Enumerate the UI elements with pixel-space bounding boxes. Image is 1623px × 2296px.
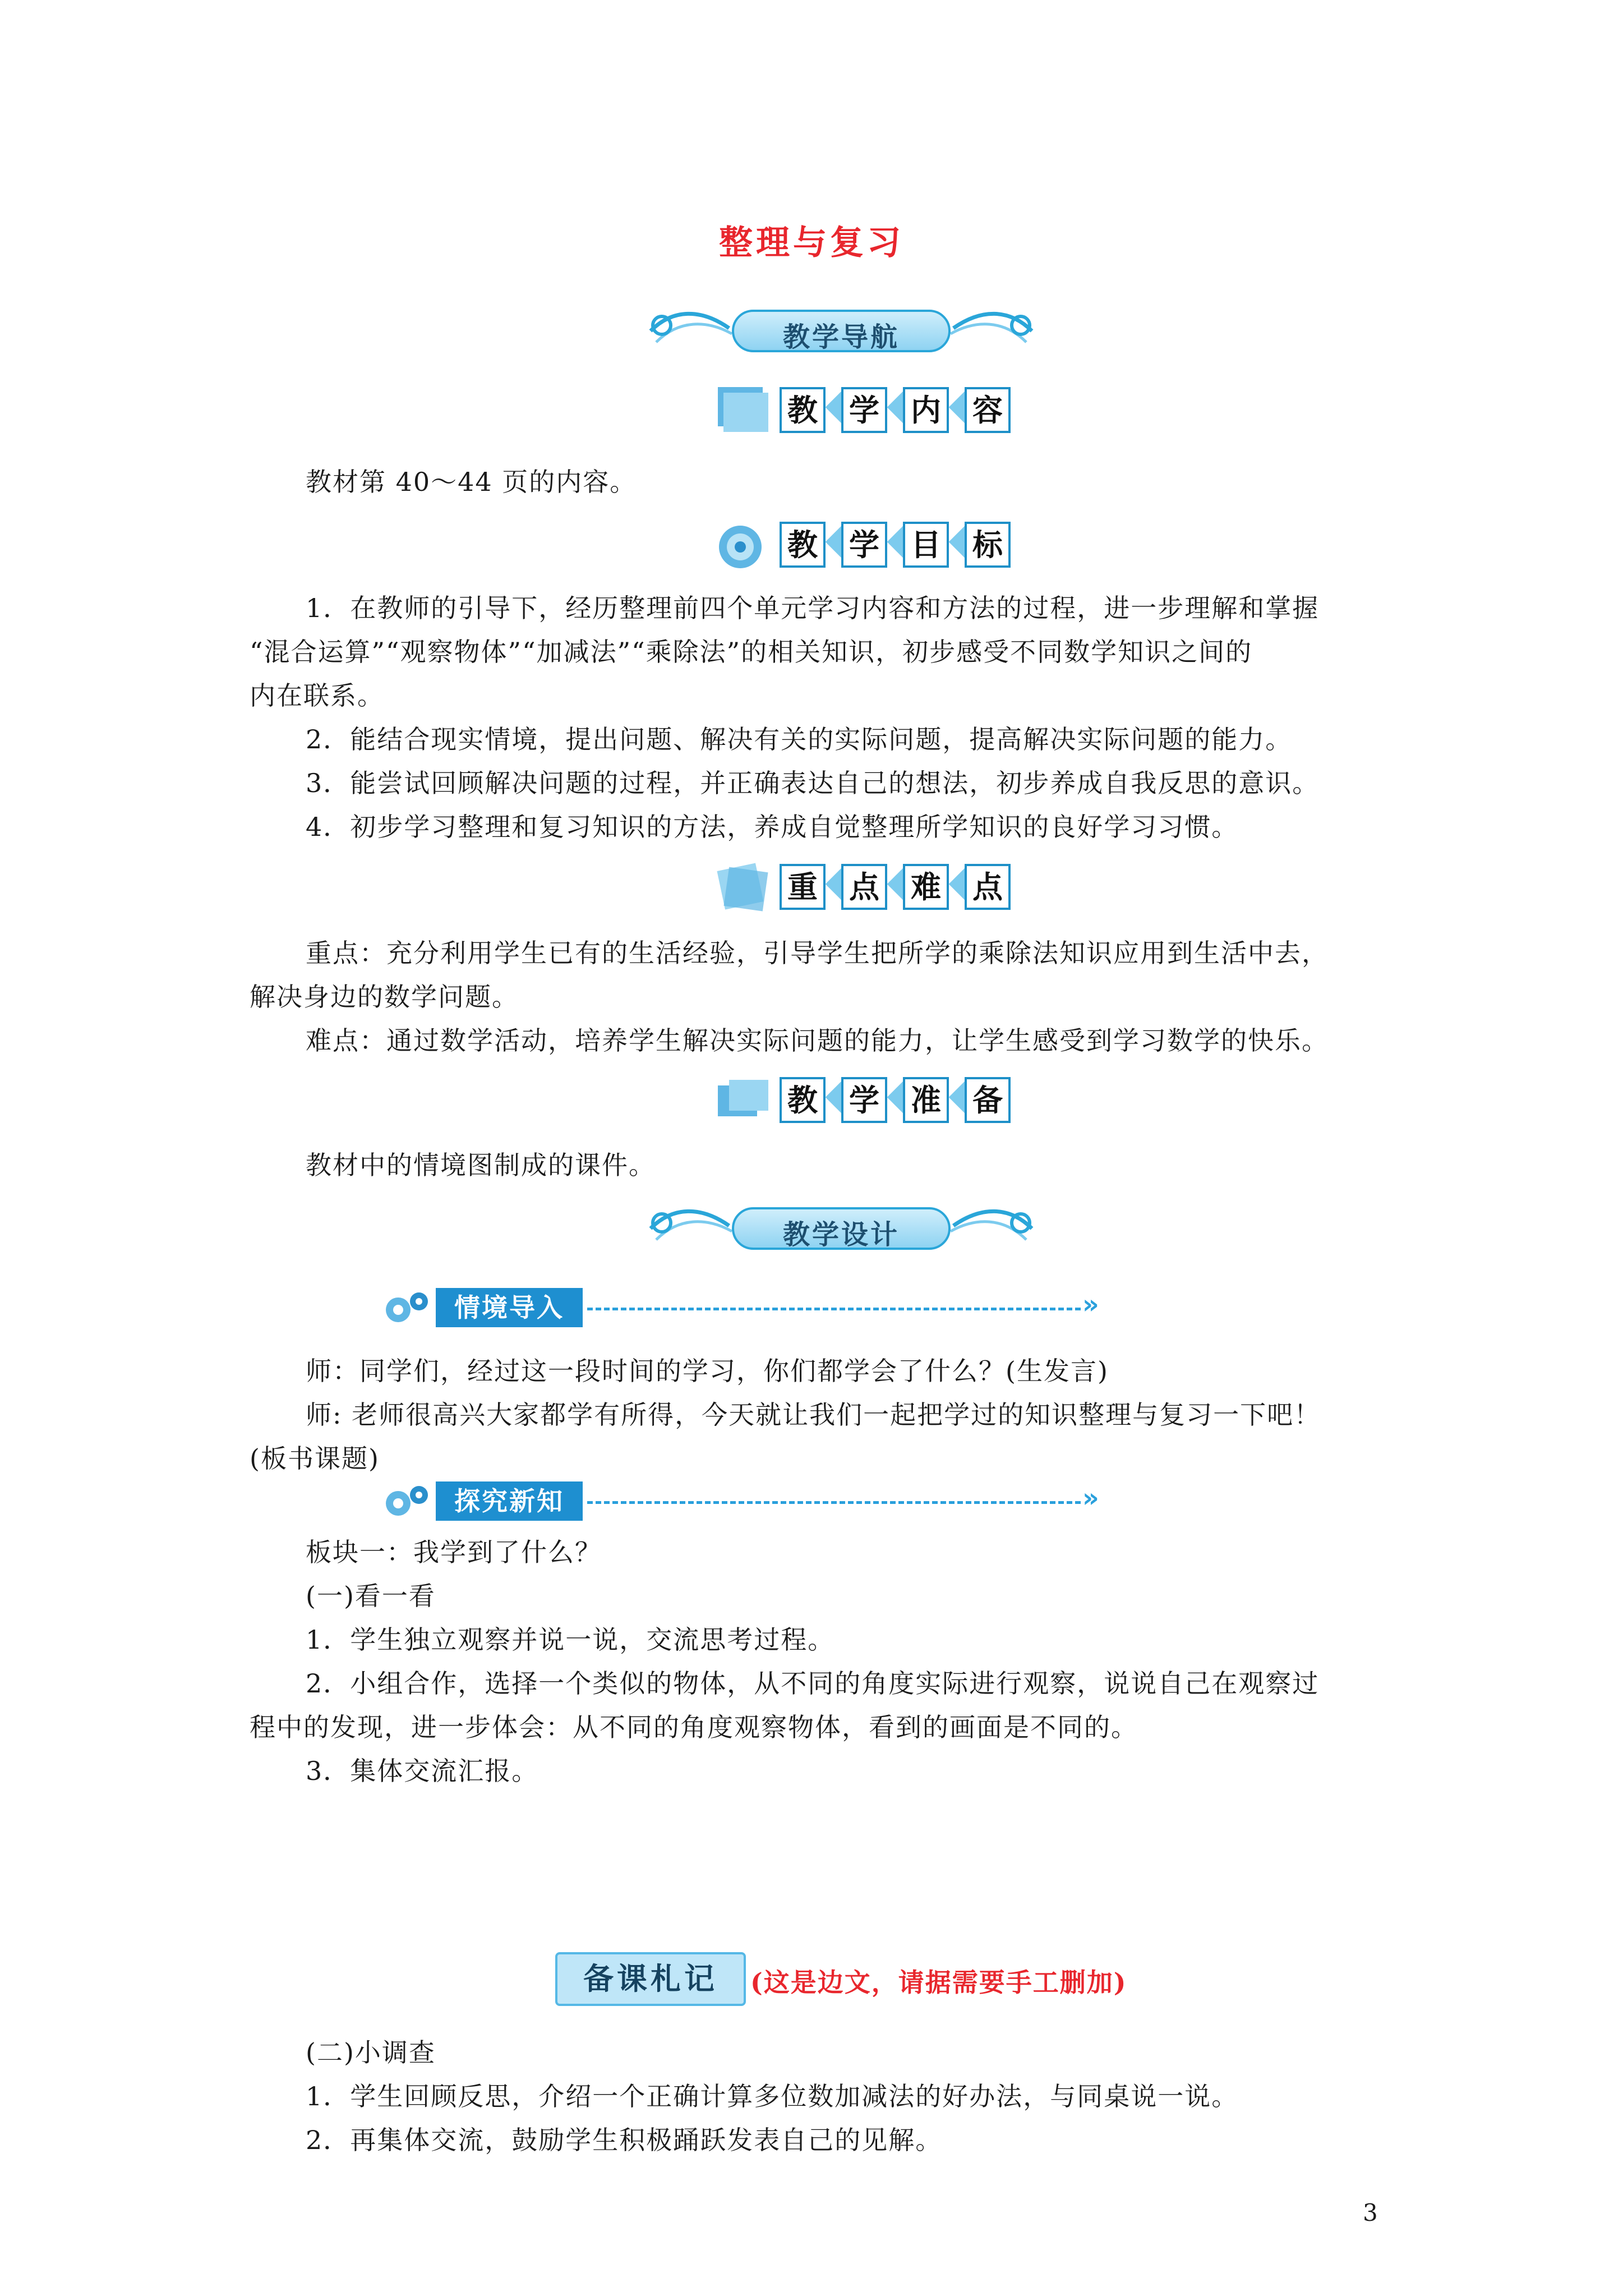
explore-line: 板块一：我学到了什么？	[306, 1537, 602, 1567]
side-note	[555, 1952, 1172, 2014]
explore-line: 2．小组合作，选择一个类似的物体，从不同的角度实际进行观察，说说自己在观察过	[306, 1668, 1320, 1699]
design-banner	[639, 1195, 1043, 1262]
heading-char: 内	[903, 387, 949, 433]
heading-char: 教	[780, 1077, 826, 1123]
survey-line: 1．学生回顾反思，介绍一个正确计算多位数加减法的好办法，与同桌说一说。	[306, 2081, 1239, 2111]
key-point-line: 重点：充分利用学生已有的生活经验，引导学生把所学的乘除法知识应用到生活中去，	[306, 938, 1329, 968]
goal-line: 内在联系。	[250, 680, 384, 711]
tag-label: 探究新知	[436, 1481, 583, 1521]
intro-line: (板书课题)	[250, 1443, 380, 1474]
heading-char: 学	[841, 1077, 887, 1123]
key-point-line: 解决身边的数学问题。	[250, 982, 519, 1012]
section-heading-content	[709, 381, 1003, 438]
heading-char: 点	[841, 864, 887, 910]
heading-char: 学	[841, 522, 887, 568]
double-chevron-icon: »	[1082, 1483, 1099, 1513]
heading-char: 难	[903, 864, 949, 910]
goal-line: 2．能结合现实情境，提出问题、解决有关的实际问题，提高解决实际问题的能力。	[306, 724, 1293, 754]
content-text: 教材第 40～44 页的内容。	[306, 467, 637, 497]
explore-line: 程中的发现，进一步体会：从不同的角度观察物体，看到的画面是不同的。	[250, 1712, 1138, 1742]
explore-line: 1．学生独立观察并说一说，交流思考过程。	[306, 1625, 835, 1655]
prep-text: 教材中的情境图制成的课件。	[306, 1150, 656, 1180]
intro-line: 师：同学们，经过这一段时间的学习，你们都学会了什么？(生发言)	[306, 1356, 1109, 1386]
intro-line: 师: 老师很高兴大家都学有所得，今天就让我们一起把学过的知识整理与复习一下吧！	[306, 1400, 1321, 1430]
survey-line: (二)小调查	[306, 2037, 436, 2068]
nav-banner-label: 教学导航	[782, 321, 900, 353]
page-title: 整理与复习	[719, 223, 904, 263]
explore-line: 3．集体交流汇报。	[306, 1756, 539, 1786]
book-icon	[709, 381, 777, 438]
dashed-divider	[587, 1308, 1081, 1310]
key-point-line: 难点：通过数学活动，培养学生解决实际问题的能力，让学生感受到学习数学的快乐。	[306, 1025, 1329, 1056]
goal-line: “混合运算”“观察物体”“加减法”“乘除法”的相关知识，初步感受不同数学知识之间的	[250, 637, 1253, 667]
goal-line: 3．能尝试回顾解决问题的过程，并正确表达自己的想法，初步养成自我反思的意识。	[306, 768, 1320, 798]
heading-char: 教	[780, 387, 826, 433]
heading-char: 容	[965, 387, 1011, 433]
dashed-divider	[587, 1501, 1081, 1504]
design-banner-label: 教学设计	[782, 1219, 900, 1250]
heading-char: 教	[780, 522, 826, 568]
section-heading-key	[709, 858, 1003, 914]
goal-line: 4．初步学习整理和复习知识的方法，养成自觉整理所学知识的良好学习习惯。	[306, 812, 1239, 842]
gears-icon	[379, 1285, 435, 1329]
tag-heading-intro	[379, 1285, 1119, 1329]
survey-line: 2．再集体交流，鼓励学生积极踊跃发表自己的见解。	[306, 2125, 943, 2155]
heading-char: 点	[965, 864, 1011, 910]
heading-char: 学	[841, 387, 887, 433]
documents-icon	[709, 858, 777, 914]
gears-icon	[379, 1478, 435, 1523]
heading-char: 标	[965, 522, 1011, 568]
heading-char: 重	[780, 864, 826, 910]
goal-line: 1．在教师的引导下，经历整理前四个单元学习内容和方法的过程，进一步理解和掌握	[306, 593, 1320, 623]
heading-char: 准	[903, 1077, 949, 1123]
tag-label: 情境导入	[436, 1288, 583, 1327]
side-note-text: (这是边文，请据需要手工删加)	[750, 1967, 1127, 1998]
explore-line: (一)看一看	[306, 1581, 436, 1611]
folders-icon	[709, 1071, 777, 1128]
double-chevron-icon: »	[1082, 1289, 1099, 1319]
heading-char: 目	[903, 522, 949, 568]
heading-char: 备	[965, 1077, 1011, 1123]
tag-heading-explore	[379, 1478, 1119, 1523]
nav-banner	[639, 297, 1043, 365]
page-number: 3	[1363, 2199, 1378, 2226]
section-heading-goals	[709, 516, 1003, 572]
side-note-label: 备课札记	[555, 1952, 746, 2006]
target-icon	[709, 516, 777, 572]
section-heading-prep	[709, 1071, 1003, 1128]
